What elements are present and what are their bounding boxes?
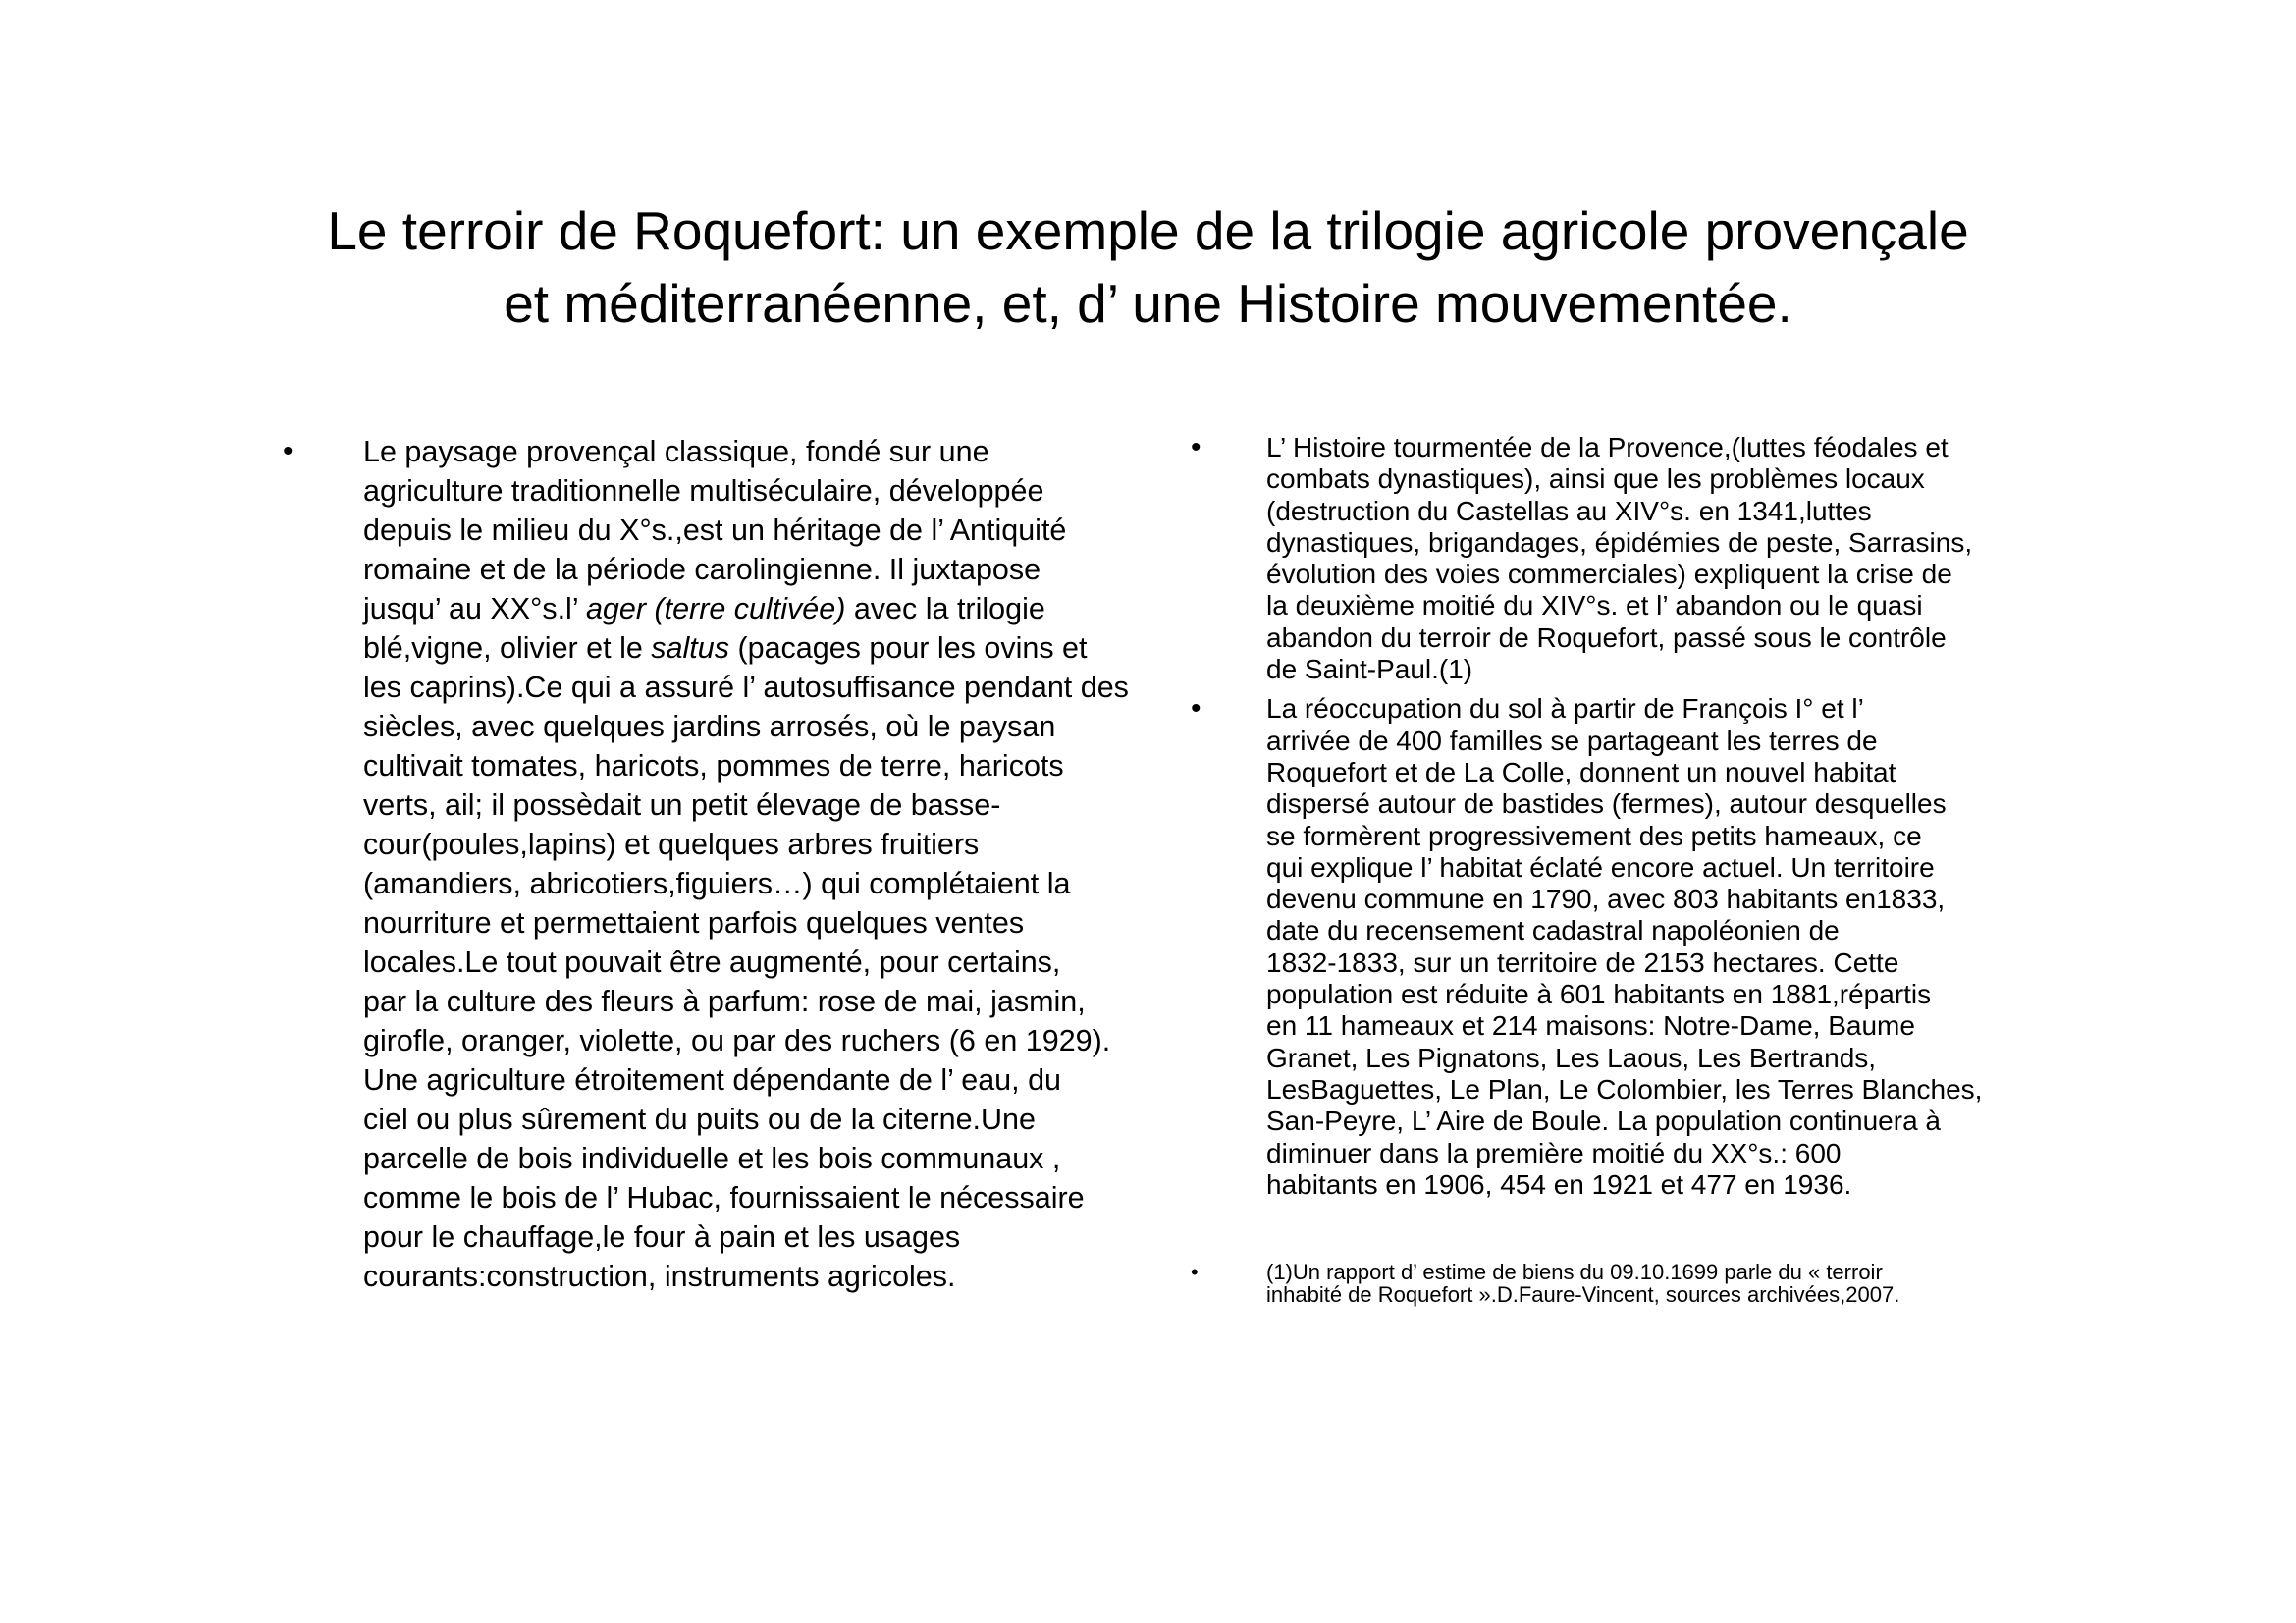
bullet-icon: • bbox=[1191, 1260, 1199, 1284]
left-column bbox=[283, 432, 1127, 1296]
text-line: habitants en 1906, 454 en 1921 et 477 en 1936. bbox=[1266, 1168, 1852, 1200]
text-line: courants:construction, instruments agricoles. bbox=[363, 1260, 956, 1293]
text-line: agriculture traditionnelle multiséculaire, développée bbox=[363, 474, 1044, 508]
text-line: date du recensement cadastral napoléonien de bbox=[1266, 915, 1840, 947]
text-run: (pacages pour les ovins et bbox=[728, 631, 1088, 665]
text-line: abandon du terroir de Roquefort, passé sous le contrôle bbox=[1266, 622, 1947, 653]
text-line: par la culture des fleurs à parfum: rose de mai, jasmin, bbox=[363, 985, 1086, 1018]
text-line: se formèrent progressivement des petits hameaux, ce bbox=[1266, 820, 1922, 851]
right-bullet-item-history bbox=[1186, 432, 2040, 685]
text-line: population est réduite à 601 habitants en 1881,répartis bbox=[1266, 979, 1932, 1010]
text-line: de Saint-Paul.(1) bbox=[1266, 654, 1473, 685]
text-run: jusqu’ au XX°s.l’ bbox=[363, 592, 586, 625]
text-line: siècles, avec quelques jardins arrosés, où le paysan bbox=[363, 710, 1056, 743]
text-line: combats dynastiques), ainsi que les problèmes locaux bbox=[1266, 463, 1925, 495]
text-run: avec la trilogie bbox=[845, 592, 1045, 625]
title-line-1: Le terroir de Roquefort: un exemple de la trilogie agricole provençale bbox=[327, 200, 1969, 261]
text-line bbox=[363, 628, 1127, 668]
text-line: ciel ou plus sûrement du puits ou de la citerne.Une bbox=[363, 1103, 1036, 1136]
right-column bbox=[1186, 432, 2040, 1201]
text-line: diminuer dans la première moitié du XX°s.: 600 bbox=[1266, 1137, 1842, 1168]
bullet-icon: • bbox=[283, 435, 294, 467]
text-line: en 11 hameaux et 214 maisons: Notre-Dame, Baume bbox=[1266, 1010, 1915, 1042]
text-line: comme le bois de l’ Hubac, fournissaient le nécessaire bbox=[363, 1181, 1085, 1215]
text-line: la deuxième moitié du XIV°s. et l’ abandon ou le quasi bbox=[1266, 590, 1923, 622]
text-line: L’ Histoire tourmentée de la Provence,(luttes féodales et bbox=[1266, 432, 1949, 462]
text-line: depuis le milieu du X°s.,est un héritage de l’ Antiquité bbox=[363, 514, 1067, 547]
footnote bbox=[1186, 1261, 2040, 1306]
text-line: verts, ail; il possèdait un petit élevage de basse- bbox=[363, 788, 1001, 822]
italic-term-ager: ager (terre cultivée) bbox=[585, 592, 846, 625]
text-line: dynastiques, brigandages, épidémies de peste, Sarrasins, bbox=[1266, 526, 1973, 558]
text-line: parcelle de bois individuelle et les bois communaux , bbox=[363, 1142, 1061, 1175]
text-line: arrivée de 400 familles se partageant les terres de bbox=[1266, 725, 1878, 756]
text-line: dispersé autour de bastides (fermes), autour desquelles bbox=[1266, 788, 1947, 820]
text-line: romaine et de la période carolingienne. Il juxtapose bbox=[363, 553, 1041, 586]
text-run: blé,vigne, olivier et le bbox=[363, 631, 652, 665]
text-line: Le paysage provençal classique, fondé sur une bbox=[363, 435, 989, 468]
text-line: Une agriculture étroitement dépendante de l’ eau, du bbox=[363, 1063, 1062, 1097]
text-line: (destruction du Castellas au XIV°s. en 1341,luttes bbox=[1266, 495, 1872, 526]
text-line: inhabité de Roquefort ».D.Faure-Vincent, sources archivées,2007. bbox=[1266, 1282, 1900, 1307]
text-line: nourriture et permettaient parfois quelques ventes bbox=[363, 906, 1025, 940]
text-line: LesBaguettes, Le Plan, Le Colombier, les Terres Blanches, bbox=[1266, 1073, 1983, 1105]
text-line: girofle, oranger, violette, ou par des ruchers (6 en 1929). bbox=[363, 1024, 1111, 1057]
right-paragraph-2 bbox=[1266, 693, 2040, 1201]
right-bullet-item-reoccupation bbox=[1186, 693, 2040, 1201]
footnote-paragraph bbox=[1266, 1261, 2040, 1306]
italic-term-saltus: saltus bbox=[651, 631, 729, 665]
text-line: Roquefort et de La Colle, donnent un nouvel habitat bbox=[1266, 756, 1896, 787]
right-paragraph-1 bbox=[1266, 432, 2040, 685]
text-line: pour le chauffage,le four à pain et les usages bbox=[363, 1220, 961, 1254]
text-line: les caprins).Ce qui a assuré l’ autosuffisance pendant des bbox=[363, 671, 1129, 704]
text-line: évolution des voies commerciales) expliquent la crise de bbox=[1266, 559, 1952, 590]
text-line: qui explique l’ habitat éclaté encore actuel. Un territoire bbox=[1266, 851, 1935, 883]
left-bullet-item bbox=[283, 432, 1127, 1296]
text-line: locales.Le tout pouvait être augmenté, pour certains, bbox=[363, 946, 1061, 979]
text-line: cultivait tomates, haricots, pommes de terre, haricots bbox=[363, 749, 1064, 783]
text-line: cour(poules,lapins) et quelques arbres fruitiers bbox=[363, 828, 980, 861]
text-line: (amandiers, abricotiers,figuiers…) qui complétaient la bbox=[363, 867, 1071, 900]
bullet-icon: • bbox=[1191, 431, 1201, 463]
title-line-2: et méditerranéenne, et, d’ une Histoire mouvementée. bbox=[504, 273, 1792, 334]
text-line: San-Peyre, L’ Aire de Boule. La population continuera à bbox=[1266, 1106, 1941, 1137]
text-line: La réoccupation du sol à partir de François I° et l’ bbox=[1266, 693, 1864, 725]
bullet-icon: • bbox=[1191, 692, 1201, 726]
text-line bbox=[363, 589, 1127, 628]
text-line: 1832-1833, sur un territoire de 2153 hectares. Cette bbox=[1266, 947, 1899, 978]
text-line: Granet, Les Pignatons, Les Laous, Les Bertrands, bbox=[1266, 1042, 1877, 1073]
text-line: devenu commune en 1790, avec 803 habitants en1833, bbox=[1266, 884, 1946, 915]
left-paragraph bbox=[363, 432, 1127, 1296]
text-line: (1)Un rapport d’ estime de biens du 09.10.1699 parle du « terroir bbox=[1266, 1260, 1883, 1284]
slide-title bbox=[196, 194, 2100, 340]
footnote-bullet-item bbox=[1186, 1261, 2040, 1306]
